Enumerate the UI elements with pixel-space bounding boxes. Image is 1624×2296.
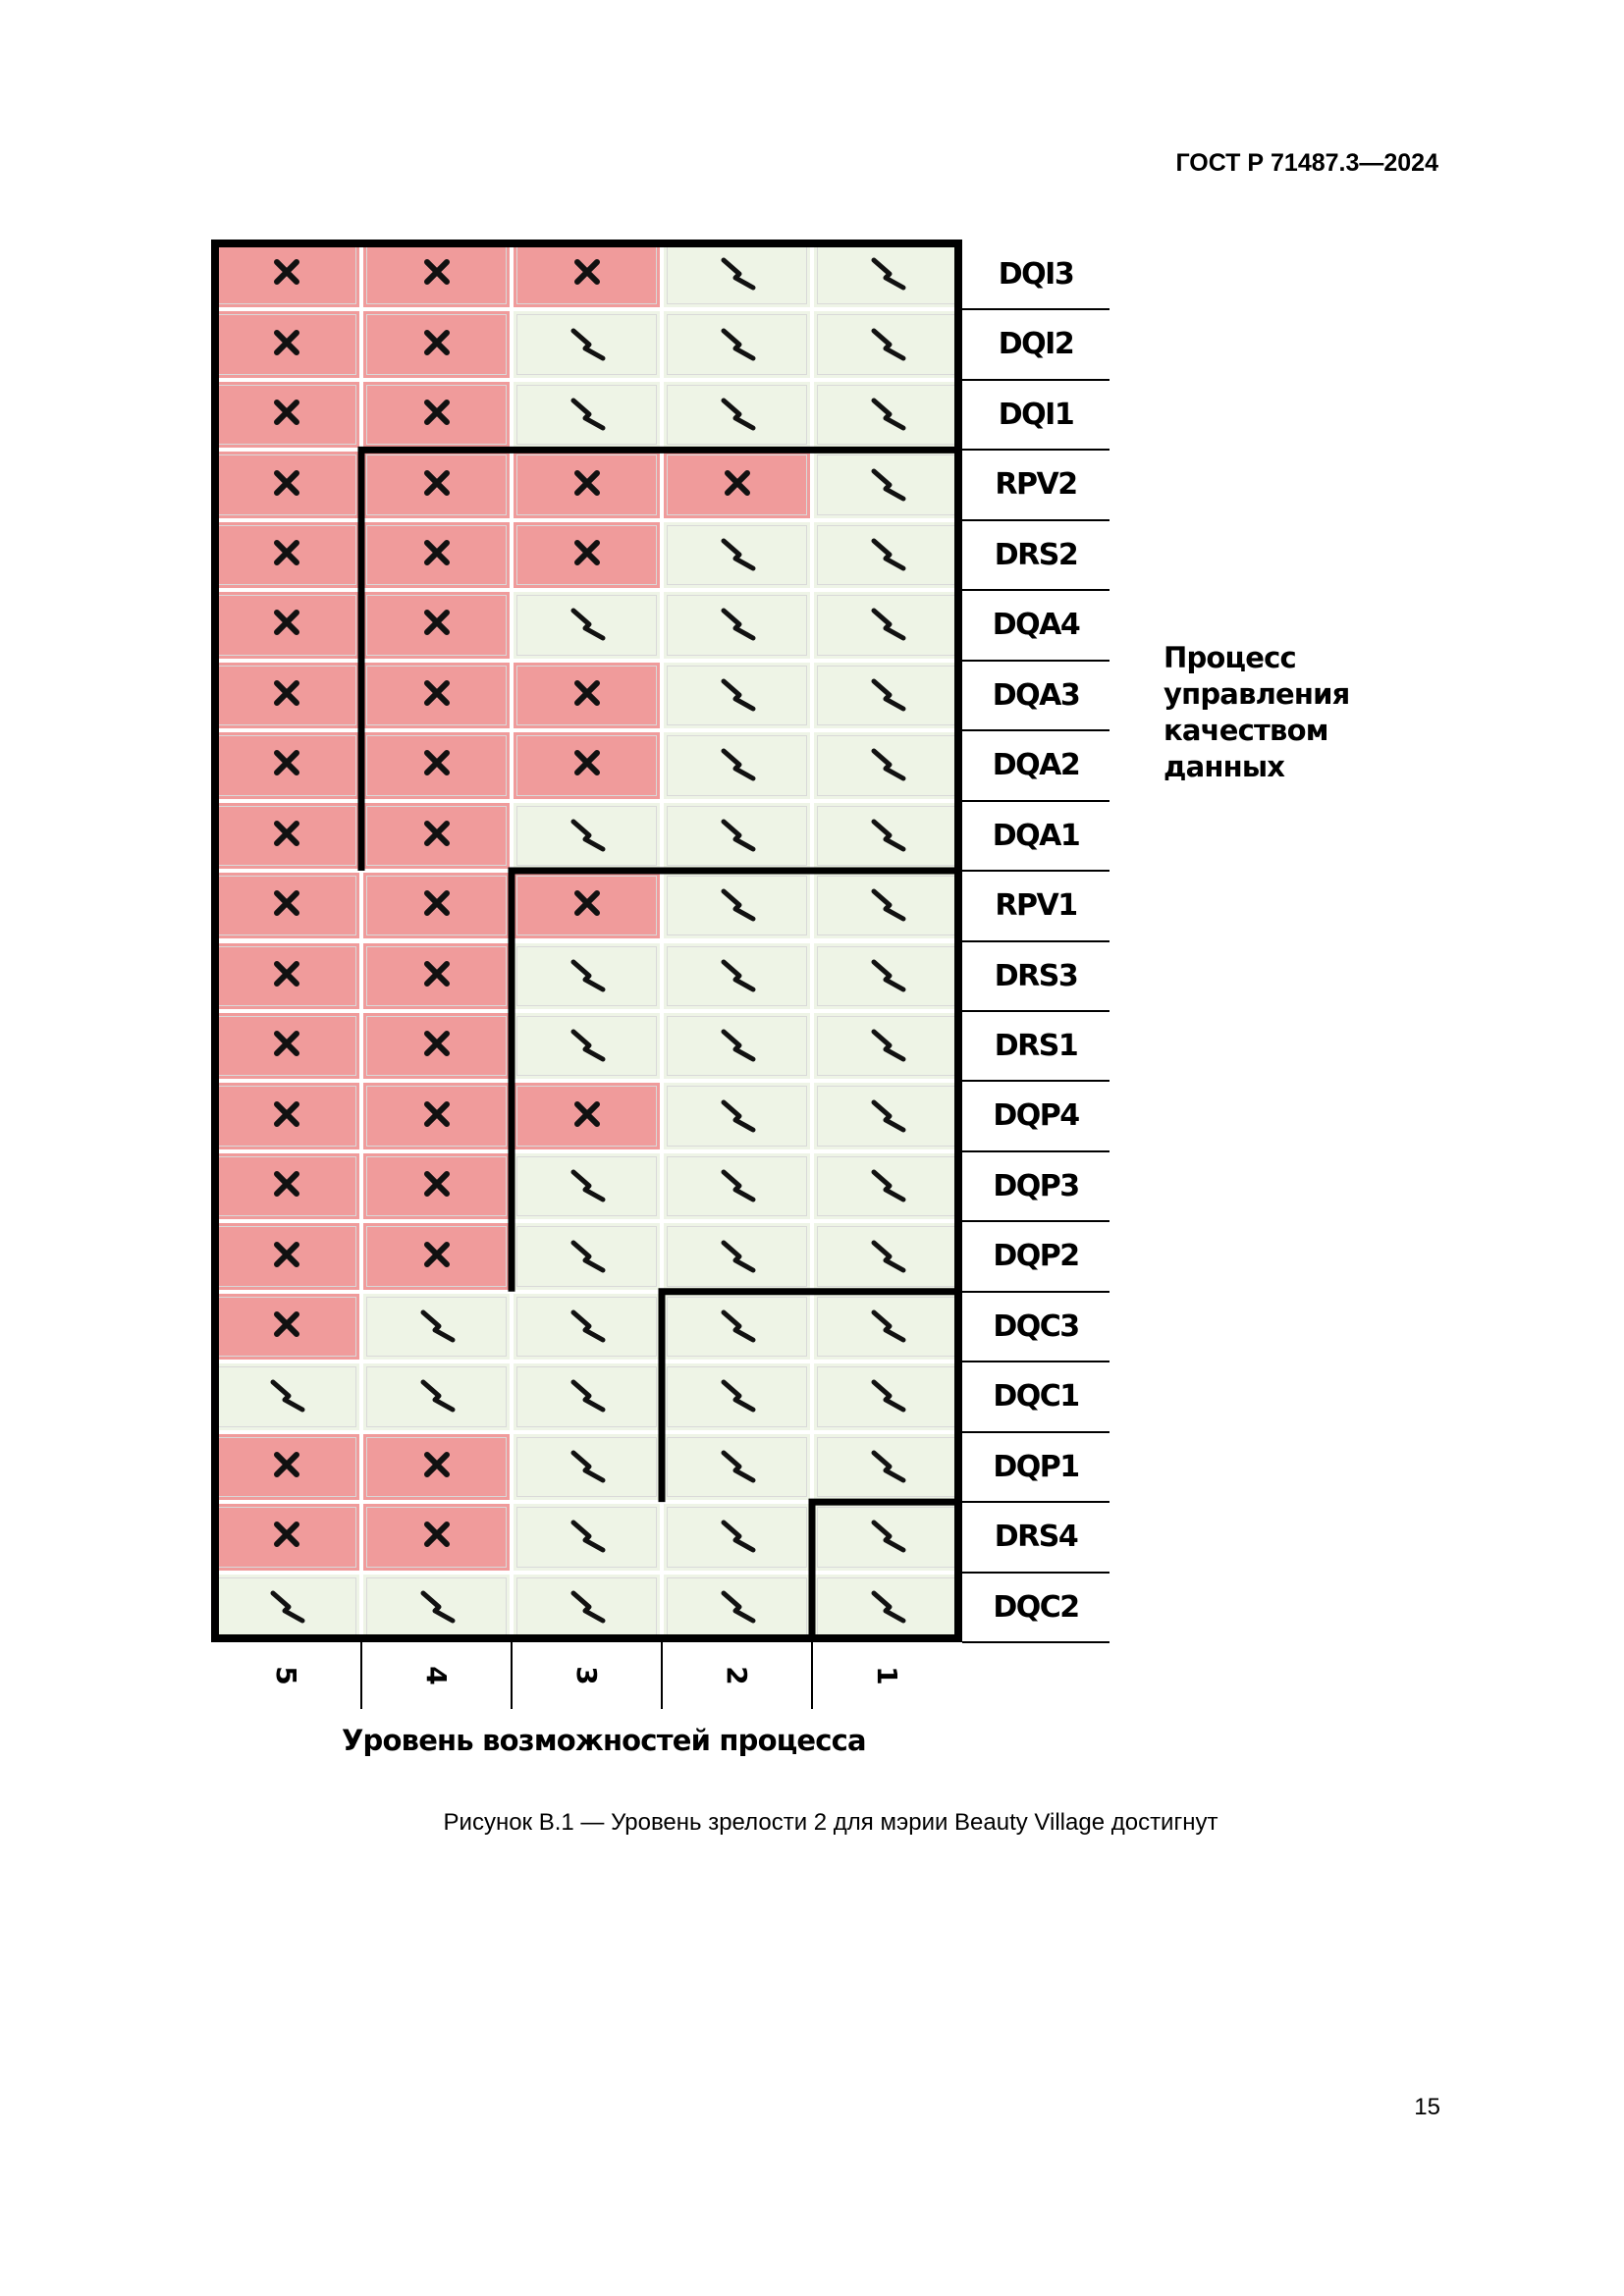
grid-cell	[812, 240, 962, 309]
check-icon	[566, 1443, 609, 1491]
row-label: DRS1	[994, 1028, 1078, 1063]
document-id: ГОСТ Р 71487.3—2024	[1175, 149, 1438, 177]
grid-cell	[361, 1292, 512, 1362]
grid-cell	[512, 1573, 662, 1642]
grid-cell	[512, 1011, 662, 1081]
row-label: RPV1	[995, 888, 1077, 924]
cross-icon	[265, 391, 308, 439]
axis-divider	[661, 1642, 663, 1709]
grid-cell	[361, 1081, 512, 1150]
check-icon	[866, 1513, 909, 1561]
cross-icon	[265, 250, 308, 298]
grid-cell	[361, 1221, 512, 1291]
grid-cell	[211, 450, 361, 519]
row-label: DQA1	[992, 818, 1080, 853]
grid-cell	[361, 380, 512, 450]
check-icon	[866, 1372, 909, 1420]
check-icon	[866, 1583, 909, 1631]
grid-cell	[361, 1573, 512, 1642]
check-icon	[866, 1233, 909, 1281]
cross-icon	[415, 1513, 459, 1561]
grid-cell	[512, 941, 662, 1011]
grid-cell	[512, 520, 662, 590]
grid-cell	[512, 309, 662, 379]
grid-cell	[512, 1362, 662, 1431]
check-icon	[566, 321, 609, 369]
cross-icon	[566, 1093, 609, 1141]
check-icon	[866, 321, 909, 369]
grid-cell	[662, 1432, 812, 1502]
check-icon	[716, 1583, 759, 1631]
check-icon	[716, 321, 759, 369]
cross-icon	[265, 671, 308, 720]
cross-icon	[415, 741, 459, 789]
grid-cell	[361, 871, 512, 940]
cross-icon	[415, 952, 459, 1000]
grid-cell	[812, 1292, 962, 1362]
grid-cell	[812, 801, 962, 871]
grid-cell	[361, 450, 512, 519]
check-icon	[716, 1372, 759, 1420]
grid-cell	[361, 661, 512, 730]
grid-cell	[211, 1432, 361, 1502]
cross-icon	[415, 601, 459, 649]
grid-cell	[512, 450, 662, 519]
check-icon	[716, 391, 759, 439]
cross-icon	[566, 531, 609, 579]
row-label: DQI2	[998, 327, 1074, 362]
grid-cell	[512, 240, 662, 309]
check-icon	[866, 671, 909, 720]
check-icon	[866, 1443, 909, 1491]
cross-icon	[415, 461, 459, 509]
row-label: DQA3	[992, 677, 1080, 713]
grid-cell	[812, 450, 962, 519]
grid-cell	[361, 1362, 512, 1431]
check-icon	[566, 1513, 609, 1561]
check-icon	[716, 671, 759, 720]
check-icon	[716, 881, 759, 930]
grid-cell	[662, 1502, 812, 1572]
cross-icon	[265, 812, 308, 860]
grid-cell	[211, 801, 361, 871]
grid-cell	[361, 1432, 512, 1502]
check-icon	[716, 601, 759, 649]
grid-cell	[662, 871, 812, 940]
grid-cell	[662, 1151, 812, 1221]
check-icon	[866, 250, 909, 298]
grid-cell	[812, 1011, 962, 1081]
check-icon	[716, 1162, 759, 1210]
check-icon	[716, 952, 759, 1000]
row-label: RPV2	[995, 467, 1077, 503]
check-icon	[566, 391, 609, 439]
cross-icon	[415, 1162, 459, 1210]
grid-cell	[662, 309, 812, 379]
process-title: Процесс управления качеством данных	[1164, 641, 1350, 783]
check-icon	[716, 1093, 759, 1141]
level-number: 2	[721, 1666, 753, 1685]
row-label: DRS2	[994, 537, 1078, 572]
cross-icon	[265, 1303, 308, 1351]
grid-cell	[662, 941, 812, 1011]
cross-icon	[415, 1233, 459, 1281]
grid-cell	[512, 590, 662, 660]
cross-icon	[566, 671, 609, 720]
grid-cell	[361, 240, 512, 309]
check-icon	[866, 881, 909, 930]
cross-icon	[415, 531, 459, 579]
grid-cell	[361, 730, 512, 800]
cross-icon	[265, 952, 308, 1000]
cross-icon	[415, 1443, 459, 1491]
grid-cell	[512, 730, 662, 800]
row-label: DQC2	[993, 1589, 1079, 1625]
grid-cell	[662, 1573, 812, 1642]
grid-cell	[211, 871, 361, 940]
grid-cell	[361, 309, 512, 379]
cross-icon	[265, 461, 308, 509]
grid-cell	[812, 590, 962, 660]
check-icon	[265, 1583, 308, 1631]
grid-cell	[512, 871, 662, 940]
grid-cell	[662, 801, 812, 871]
row-label: DQC1	[993, 1379, 1079, 1415]
check-icon	[716, 1303, 759, 1351]
grid-cell	[211, 941, 361, 1011]
grid-cell	[812, 871, 962, 940]
grid-cell	[812, 1221, 962, 1291]
check-icon	[716, 1513, 759, 1561]
grid-cell	[812, 1502, 962, 1572]
check-icon	[716, 812, 759, 860]
grid-cell	[662, 1292, 812, 1362]
grid-cell	[211, 1081, 361, 1150]
grid-cell	[662, 380, 812, 450]
row-label: DQP4	[993, 1098, 1079, 1134]
grid-cell	[812, 380, 962, 450]
check-icon	[866, 461, 909, 509]
grid-cell	[512, 661, 662, 730]
grid-cell	[512, 380, 662, 450]
check-icon	[866, 1022, 909, 1070]
cross-icon	[566, 741, 609, 789]
grid-cell	[211, 1362, 361, 1431]
cross-icon	[415, 250, 459, 298]
check-icon	[716, 741, 759, 789]
grid-cell	[812, 941, 962, 1011]
row-label: DQI1	[998, 397, 1074, 432]
grid-cell	[211, 1011, 361, 1081]
row-label: DQI3	[998, 257, 1074, 292]
check-icon	[716, 1443, 759, 1491]
figure-caption: Рисунок В.1 — Уровень зрелости 2 для мэрии Beauty Village достигнут	[443, 1809, 1218, 1836]
check-icon	[566, 601, 609, 649]
check-icon	[566, 952, 609, 1000]
cross-icon	[265, 1162, 308, 1210]
axis-divider	[811, 1642, 813, 1709]
grid-cell	[211, 1221, 361, 1291]
grid-cell	[211, 1502, 361, 1572]
grid-cell	[211, 730, 361, 800]
cross-icon	[265, 1443, 308, 1491]
page-number: 15	[1414, 2094, 1440, 2120]
cross-icon	[265, 1093, 308, 1141]
grid-cell	[211, 380, 361, 450]
capability-grid	[211, 240, 962, 1642]
row-label: DQP1	[993, 1449, 1079, 1484]
check-icon	[566, 1233, 609, 1281]
cross-icon	[566, 250, 609, 298]
check-icon	[566, 1162, 609, 1210]
row-divider	[962, 1641, 1110, 1643]
axis-divider	[360, 1642, 362, 1709]
cross-icon	[415, 391, 459, 439]
grid-cell	[662, 590, 812, 660]
cross-icon	[265, 741, 308, 789]
check-icon	[566, 812, 609, 860]
check-icon	[866, 531, 909, 579]
grid-cell	[211, 1151, 361, 1221]
check-icon	[566, 1583, 609, 1631]
row-label: DQA4	[992, 608, 1080, 643]
cross-icon	[566, 881, 609, 930]
grid-cell	[512, 1292, 662, 1362]
grid-cell	[361, 1502, 512, 1572]
grid-cell	[812, 1081, 962, 1150]
grid-cell	[512, 801, 662, 871]
row-label: DRS4	[994, 1520, 1078, 1555]
grid-cell	[211, 1573, 361, 1642]
grid-cell	[662, 730, 812, 800]
grid-cell	[361, 520, 512, 590]
grid-cell	[361, 801, 512, 871]
level-number: 1	[871, 1666, 903, 1685]
cross-icon	[265, 321, 308, 369]
check-icon	[716, 1022, 759, 1070]
cross-icon	[415, 1022, 459, 1070]
grid-cell	[512, 1151, 662, 1221]
row-label: DQP2	[993, 1239, 1079, 1274]
row-label: DQA2	[992, 748, 1080, 783]
cross-icon	[415, 881, 459, 930]
axis-title: Уровень возможностей процесса	[342, 1724, 866, 1757]
cross-icon	[265, 1022, 308, 1070]
check-icon	[265, 1372, 308, 1420]
grid-cell	[662, 450, 812, 519]
cross-icon	[265, 881, 308, 930]
cross-icon	[265, 531, 308, 579]
row-label: DQC3	[993, 1308, 1079, 1344]
grid-cell	[211, 309, 361, 379]
grid-cell	[662, 661, 812, 730]
grid-cell	[512, 1502, 662, 1572]
check-icon	[866, 741, 909, 789]
grid-cell	[812, 1573, 962, 1642]
check-icon	[866, 391, 909, 439]
check-icon	[415, 1303, 459, 1351]
check-icon	[566, 1303, 609, 1351]
grid-cell	[211, 590, 361, 660]
grid-cell	[812, 1362, 962, 1431]
check-icon	[866, 812, 909, 860]
level-number: 4	[420, 1666, 453, 1685]
cross-icon	[415, 1093, 459, 1141]
cross-icon	[716, 461, 759, 509]
grid-cell	[812, 309, 962, 379]
cross-icon	[265, 1513, 308, 1561]
check-icon	[566, 1372, 609, 1420]
grid-cell	[361, 1011, 512, 1081]
check-icon	[566, 1022, 609, 1070]
row-label: DRS3	[994, 958, 1078, 993]
grid-cell	[662, 1221, 812, 1291]
grid-cell	[812, 520, 962, 590]
grid-cell	[812, 661, 962, 730]
check-icon	[866, 1303, 909, 1351]
grid-cell	[812, 730, 962, 800]
grid-cell	[662, 520, 812, 590]
cross-icon	[265, 1233, 308, 1281]
check-icon	[716, 1233, 759, 1281]
cross-icon	[415, 812, 459, 860]
check-icon	[415, 1583, 459, 1631]
level-number: 3	[570, 1666, 603, 1685]
grid-cell	[812, 1151, 962, 1221]
grid-cell	[512, 1432, 662, 1502]
level-number: 5	[270, 1666, 302, 1685]
grid-cell	[361, 1151, 512, 1221]
axis-divider	[511, 1642, 513, 1709]
cross-icon	[265, 601, 308, 649]
check-icon	[866, 601, 909, 649]
check-icon	[866, 1093, 909, 1141]
grid-cell	[812, 1432, 962, 1502]
check-icon	[866, 1162, 909, 1210]
check-icon	[415, 1372, 459, 1420]
grid-cell	[361, 941, 512, 1011]
grid-cell	[662, 1011, 812, 1081]
grid-cell	[211, 1292, 361, 1362]
row-label: DQP3	[993, 1168, 1079, 1203]
cross-icon	[566, 461, 609, 509]
grid-cell	[361, 590, 512, 660]
grid-cell	[211, 661, 361, 730]
grid-cell	[662, 1081, 812, 1150]
grid-cell	[512, 1081, 662, 1150]
grid-cell	[211, 520, 361, 590]
check-icon	[716, 531, 759, 579]
grid-cell	[662, 240, 812, 309]
grid-cell	[512, 1221, 662, 1291]
grid-cell	[211, 240, 361, 309]
cross-icon	[415, 671, 459, 720]
check-icon	[716, 250, 759, 298]
cross-icon	[415, 321, 459, 369]
grid-cell	[662, 1362, 812, 1431]
check-icon	[866, 952, 909, 1000]
